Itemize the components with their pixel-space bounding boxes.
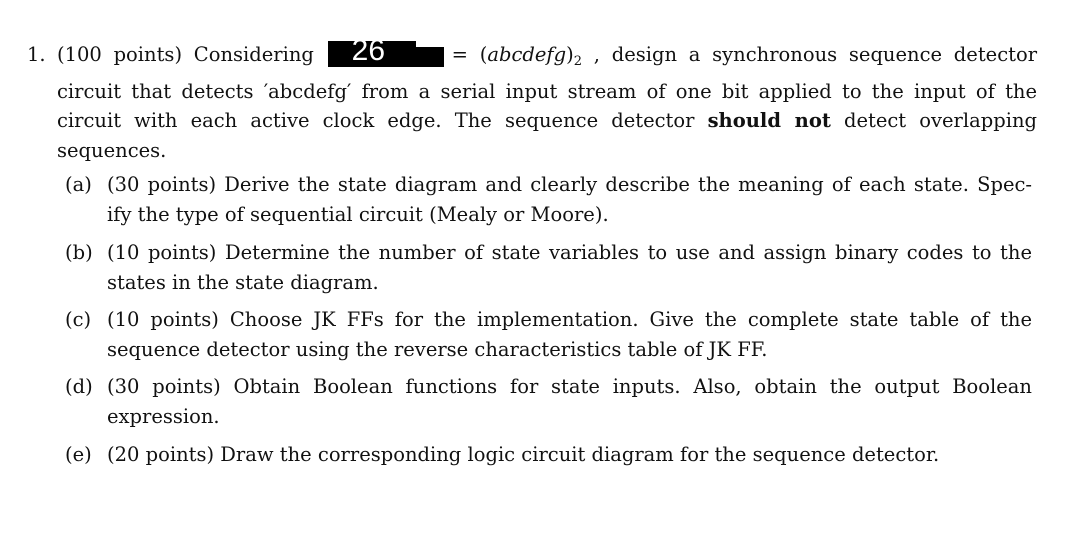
emphasis-should-not: should not: [707, 109, 831, 132]
points-intro: (100 points) Considering: [57, 43, 314, 66]
question-line-1: [57, 34, 1038, 77]
part-b-line-1: (10 points) Determine the number of state variables to use and assign binary codes to the: [107, 241, 1032, 264]
question-statement: [57, 34, 1038, 165]
part-c-text: [107, 305, 1032, 364]
question-line-2: circuit that detects ′abcdefg′ from a serial input stream of one bit applied to the input of the: [57, 79, 1037, 103]
part-d-label: (d): [65, 375, 93, 398]
equals-open: = (: [451, 43, 488, 66]
part-d-text: [107, 372, 1032, 431]
redaction-notch: [416, 41, 444, 47]
base-subscript: 2: [573, 54, 583, 69]
part-a-line-1: (30 points) Derive the state diagram and clearly describe the meaning of each state. Spec-: [107, 173, 1032, 196]
redacted-number-box: [328, 34, 444, 67]
part-e-label: (e): [65, 443, 92, 466]
part-a-label: (a): [65, 173, 92, 196]
question-number: 1.: [27, 43, 46, 66]
part-d-line-1: (30 points) Obtain Boolean functions for state inputs. Also, obtain the output Boolean: [107, 375, 1032, 398]
sequence-variables: abcdefg: [487, 43, 567, 66]
line1-tail: , design a synchronous sequence detector: [593, 43, 1038, 66]
question-line-3: [57, 106, 1037, 136]
line3-end: detect overlapping: [843, 109, 1037, 132]
part-c-label: (c): [65, 308, 92, 331]
line3-start: circuit with each active clock edge. The sequence detector: [57, 109, 695, 132]
part-c-line-1: (10 points) Choose JK FFs for the implementation. Give the complete state table of the: [107, 308, 1032, 331]
part-e-text: [107, 440, 1032, 470]
part-c-line-2: sequence detector using the reverse characteristics table of JK FF.: [107, 337, 768, 361]
part-b-line-2: states in the state diagram.: [107, 270, 379, 294]
part-a-line-2: ify the type of sequential circuit (Mealy or Moore).: [107, 202, 609, 226]
question-line-4: sequences.: [57, 138, 167, 162]
part-d-line-2: expression.: [107, 404, 220, 428]
part-b-text: [107, 238, 1032, 297]
paren-close: ): [566, 43, 574, 66]
part-a-text: [107, 170, 1032, 229]
part-e-line-1: (20 points) Draw the corresponding logic circuit diagram for the sequence detector.: [107, 443, 940, 466]
redacted-number-text: 26: [351, 34, 386, 67]
part-b-label: (b): [65, 241, 93, 264]
